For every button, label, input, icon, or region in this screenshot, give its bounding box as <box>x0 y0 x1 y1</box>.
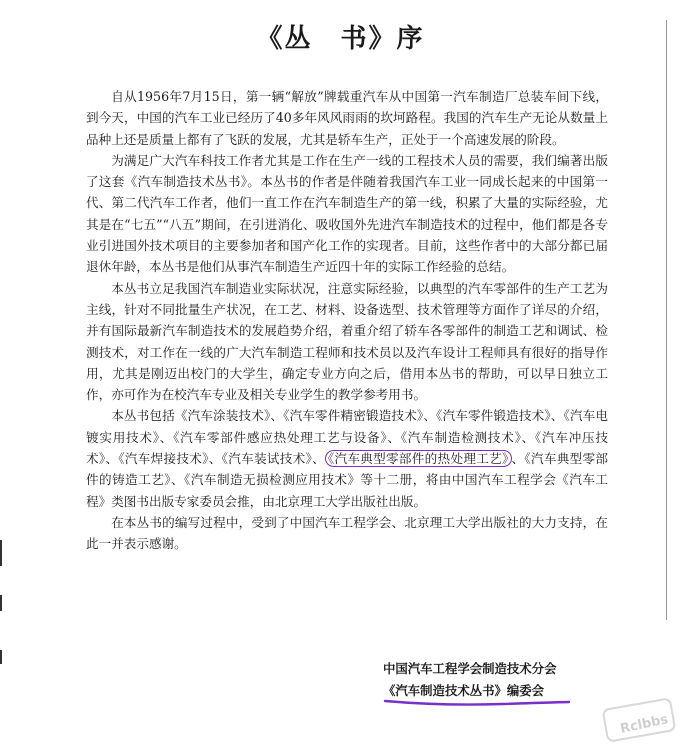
page-title: 《丛 书》序 <box>256 24 425 54</box>
scan-edge-mark <box>0 595 2 611</box>
highlighted-book-title: 《汽车典型零部件的热处理工艺》 <box>325 450 512 467</box>
paragraph-3: 本丛书立足我国汽车制造业实际状况，注意实际经验，以典型的汽车零部件的生产工艺为主线，针对不同批量生产状况，在工艺、材料、设备选型、技术管理等方面作了详尽的介绍，并有国际最新汽车制造技术的发展趋势介绍，着重介绍了轿车各零部件的制造工艺和调试、检测技术，对工作在一线的广大汽车制造工程师和技术员以及汽车设计工程师具有很好的指导作用，尤其是刚迈出校门的大学生，确定专业方向之后，借用本丛书的帮助，可以早日独立工作，亦可作为在校汽车专业及相关专业学生的教学参考用书。 <box>86 280 608 403</box>
paragraph-5: 在本丛书的编写过程中，受到了中国汽车工程学会、北京理工大学出版社的大力支持，在此一并表示感谢。 <box>86 514 608 552</box>
handdrawn-underline <box>383 697 571 707</box>
paragraph-4-start: 本丛书包括《汽车涂装技术》、《汽车零件精密锻造技术》、《汽车零件锻造技术》、《汽车电镀实用技术》、《汽车零部件感应热处理工艺与设备》、《汽车制造检测技术》、《汽车冲压技术》、《汽车焊接技术》、《汽车装试技术》、 <box>86 408 608 467</box>
scan-edge-line <box>666 20 667 620</box>
watermark-text: Rclbbs <box>619 712 671 737</box>
signature-line-1: 中国汽车工程学会制造技术分会 <box>383 661 557 676</box>
preface-body <box>86 86 608 555</box>
paragraph-4 <box>86 405 608 511</box>
paragraph-4-end: 、《汽车典型零部件的铸造工艺》、《汽车制造无损检测应用技术》等十二册，将由中国汽车工程学会《汽车工程》类图书出版专家委员会推，由北京理工大学出版社出版。 <box>86 451 608 509</box>
signature-line-2: 《汽车制造技术丛书》编委会 <box>383 683 545 698</box>
signature-block <box>383 658 556 702</box>
paragraph-2: 为满足广大汽车科技工作者尤其是工作在生产一线的工程技术人员的需要，我们编著出版了这套《汽车制造技术丛书》。本丛书的作者是伴随着我国汽车工业一同成长起来的中国第一代、第二代汽车工作者，他们一直工作在汽车制造生产的第一线，积累了大量的实际经验，尤其是在“七五”“八五”期间，在引进消化、吸收国外先进汽车制造技术的过程中，他们都是各专业引进国外技术项目的主要参加者和国产化工作的实现者。目前，这些作者中的大部分都已届退休年龄，本丛书是他们从事汽车制造生产近四十年的实际工作经验的总结。 <box>86 152 608 275</box>
scan-edge-mark <box>0 540 2 566</box>
scan-edge-mark <box>0 650 2 664</box>
paragraph-1: 自从1956年7月15日，第一辆“解放”牌载重汽车从中国第一汽车制造厂总装车间下线，到今天，中国的汽车工业已经历了40多年风风雨雨的坎坷路程。我国的汽车生产无论从数量上品种上还是质量上都有了飞跃的发展，尤其是轿车生产，正处于一个高速发展的阶段。 <box>86 89 608 147</box>
